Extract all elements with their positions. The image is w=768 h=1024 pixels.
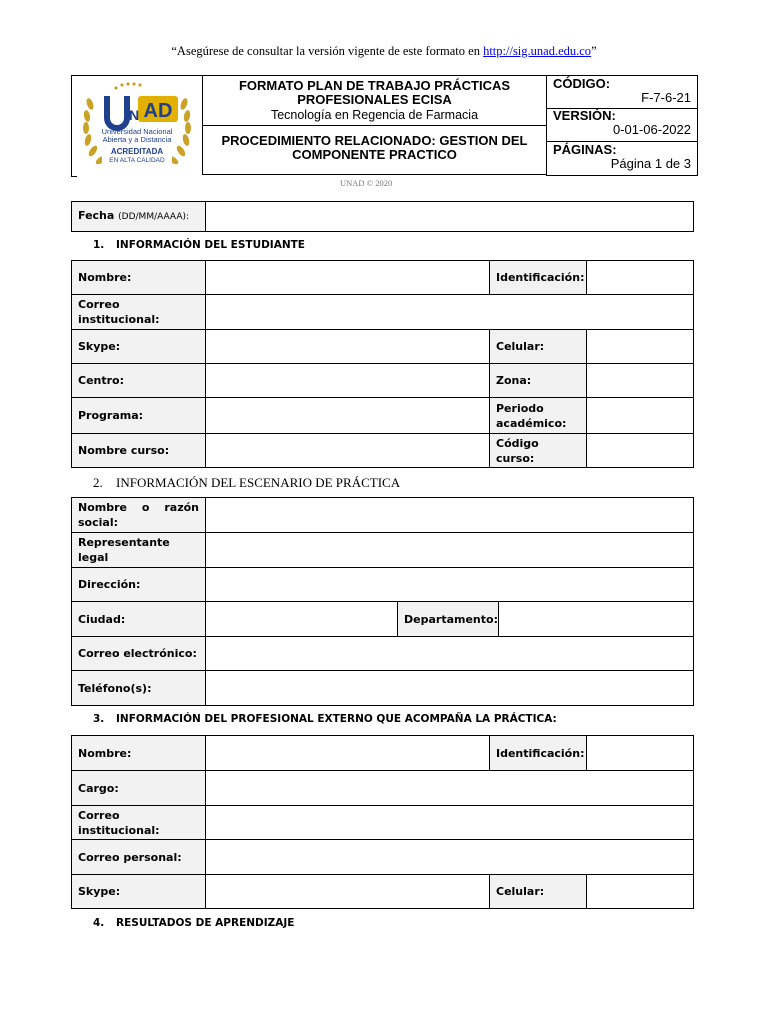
prof-correo-inst-label: Correo institucional:: [72, 806, 206, 840]
student-info-table: [71, 260, 694, 468]
external-professional-table: [71, 735, 694, 909]
section-2-heading: 2. INFORMACIÓN DEL ESCENARIO DE PRÁCTICA: [93, 475, 401, 490]
student-periodo-field[interactable]: [587, 398, 694, 434]
document-title: FORMATO PLAN DE TRABAJO PRÁCTICAS PROFESIONALES ECISA Tecnología en Regencia de Farmacia: [203, 76, 546, 126]
student-programa-field[interactable]: [206, 398, 490, 434]
related-procedure: PROCEDIMIENTO RELACIONADO: GESTION DEL COMPONENTE PRACTICO: [221, 133, 528, 162]
ciudad-field[interactable]: [206, 602, 398, 637]
paginas-row: PÁGINAS: Página 1 de 3: [553, 142, 691, 171]
student-curso-field[interactable]: [206, 434, 490, 468]
version-row: VERSIÓN: 0-01-06-2022: [547, 109, 697, 142]
svg-text:ACREDITADA: ACREDITADA: [110, 147, 164, 156]
student-correo-field[interactable]: [206, 295, 694, 330]
fecha-field[interactable]: [206, 202, 694, 232]
section-4-heading: 4. RESULTADOS DE APRENDIZAJE: [93, 917, 295, 929]
student-id-field[interactable]: [587, 261, 694, 295]
svg-text:AD: AD: [143, 100, 173, 122]
svg-text:Abierta y a Distancia: Abierta y a Distancia: [102, 135, 172, 144]
correo-electronico-field[interactable]: [206, 637, 694, 671]
prof-nombre-label: Nombre:: [72, 736, 206, 771]
departamento-field[interactable]: [499, 602, 694, 637]
fecha-label: Fecha (DD/MM/AAAA):: [72, 202, 206, 232]
scenario-info-table: [71, 497, 694, 706]
student-periodo-label: Periodo académico:: [490, 398, 587, 434]
svg-text:N: N: [128, 107, 140, 123]
student-centro-field[interactable]: [206, 364, 490, 398]
student-correo-label: Correo institucional:: [72, 295, 206, 330]
section-3-heading: 3. INFORMACIÓN DEL PROFESIONAL EXTERNO QUE ACOMPAÑA LA PRÁCTICA:: [93, 713, 557, 725]
prof-id-field[interactable]: [587, 736, 694, 771]
prof-correo-personal-field[interactable]: [206, 840, 694, 875]
copyright: UNAD © 2020: [340, 178, 393, 188]
prof-correo-inst-field[interactable]: [206, 806, 694, 840]
prof-nombre-field[interactable]: [206, 736, 490, 771]
student-zona-label: Zona:: [490, 364, 587, 398]
student-nombre-field[interactable]: [206, 261, 490, 295]
document-header: [71, 75, 698, 177]
student-skype-label: Skype:: [72, 330, 206, 364]
student-curso-label: Nombre curso:: [72, 434, 206, 468]
document-control-cell: [546, 75, 698, 176]
unad-logo: [72, 76, 202, 176]
student-zona-field[interactable]: [587, 364, 694, 398]
representante-field[interactable]: [206, 533, 694, 568]
section-1-heading: 1. INFORMACIÓN DEL ESTUDIANTE: [93, 239, 305, 251]
student-celular-field[interactable]: [587, 330, 694, 364]
prof-cargo-field[interactable]: [206, 771, 694, 806]
razon-social-label: Nombre o razón social:: [72, 498, 206, 533]
prof-celular-field[interactable]: [587, 875, 694, 909]
prof-correo-personal-label: Correo personal:: [72, 840, 206, 875]
direccion-field[interactable]: [206, 568, 694, 602]
prof-skype-field[interactable]: [206, 875, 490, 909]
student-nombre-label: Nombre:: [72, 261, 206, 295]
direccion-label: Dirección:: [72, 568, 206, 602]
svg-text:EN ALTA CALIDAD: EN ALTA CALIDAD: [109, 157, 165, 164]
student-codigo-curso-label: Código curso:: [490, 434, 587, 468]
student-centro-label: Centro:: [72, 364, 206, 398]
sig-link[interactable]: http://sig.unad.edu.co: [483, 44, 592, 58]
departamento-label: Departamento:: [398, 602, 499, 637]
razon-social-field[interactable]: [206, 498, 694, 533]
fecha-table: [71, 201, 694, 232]
version-notice: “Asegúrese de consultar la versión vigente de este formato en http://sig.unad.edu.co”: [171, 44, 597, 58]
program-name: Tecnología en Regencia de Farmacia: [270, 108, 479, 122]
student-programa-label: Programa:: [72, 398, 206, 434]
representante-label: Representante legal: [72, 533, 206, 568]
ciudad-label: Ciudad:: [72, 602, 206, 637]
prof-skype-label: Skype:: [72, 875, 206, 909]
telefono-label: Teléfono(s):: [72, 671, 206, 706]
telefono-field[interactable]: [206, 671, 694, 706]
student-celular-label: Celular:: [490, 330, 587, 364]
prof-id-label: Identificación:: [490, 736, 587, 771]
student-codigo-curso-field[interactable]: [587, 434, 694, 468]
prof-cargo-label: Cargo:: [72, 771, 206, 806]
svg-text:Universidad Nacional: Universidad Nacional: [101, 127, 173, 136]
prof-celular-label: Celular:: [490, 875, 587, 909]
student-id-label: Identificación:: [490, 261, 587, 295]
correo-electronico-label: Correo electrónico:: [72, 637, 206, 671]
student-skype-field[interactable]: [206, 330, 490, 364]
codigo-row: CÓDIGO: F-7-6-21: [547, 77, 697, 109]
title-cell: [202, 75, 547, 175]
logo-cell: [71, 75, 202, 176]
